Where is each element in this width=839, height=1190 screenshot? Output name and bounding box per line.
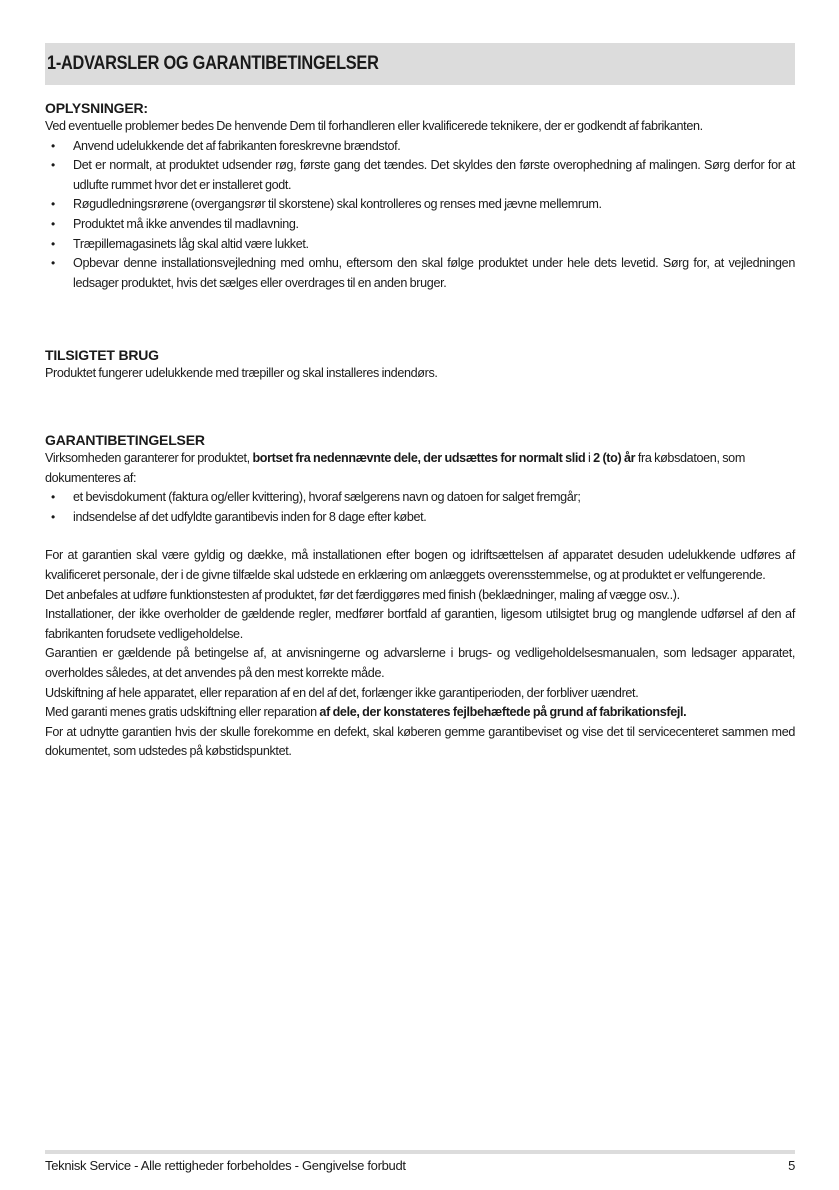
bullet-icon: • <box>51 197 55 212</box>
title-bar <box>45 43 795 85</box>
list-item: • et bevisdokument (faktura og/eller kvittering), hvoraf sælgerens navn og datoen for salget fremgår; <box>45 488 795 508</box>
bullet-icon: • <box>51 509 55 524</box>
warranty-paragraph: Udskiftning af hele apparatet, eller reparation af en del af det, forlænger ikke garantiperioden, der forbliver uændret. <box>45 685 639 700</box>
use-heading: TILSIGTET BRUG <box>45 347 159 363</box>
warranty-intro: Virksomheden garanterer for produktet, bortset fra nedennævnte dele, der udsættes for normalt slid i 2 (to) år fra købsdatoen, som dokumenteres af: <box>45 451 745 485</box>
footer-text: Teknisk Service - Alle rettigheder forbeholdes - Gengivelse forbudt <box>45 1158 406 1173</box>
list-item: • Produktet må ikke anvendes til madlavning. <box>45 215 795 235</box>
bullet-icon: • <box>51 490 55 505</box>
use-text: Produktet fungerer udelukkende med træpiller og skal installeres indendørs. <box>45 366 438 380</box>
warranty-paragraph: For at garantien skal være gyldig og dække, må installationen efter bogen og idriftsættelsen af apparatet desuden udelukkende udføres af kvalificeret personale, der i de givne tilfælde skal udstede en erklæring om anlæggets overensstemmelse, og at produktet er velfungerende. <box>45 548 795 582</box>
warranty-list <box>45 488 795 527</box>
info-intro: Ved eventuelle problemer bedes De henvende Dem til forhandleren eller kvalificerede teknikere, der er godkendt af fabrikanten. <box>45 119 703 133</box>
page <box>45 43 795 759</box>
warranty-paragraph: Med garanti menes gratis udskiftning eller reparation af dele, der konstateres fejlbehæftede på grund af fabrikationsfejl. <box>45 705 687 720</box>
info-list <box>45 137 795 294</box>
bullet-icon: • <box>51 158 55 173</box>
bullet-icon: • <box>51 138 55 153</box>
page-title: 1-ADVARSLER OG GARANTIBETINGELSER <box>47 53 379 74</box>
warranty-paragraph: Garantien er gældende på betingelse af, at anvisningerne og advarslerne i brugs- og vedligeholdelsesmanualen, som ledsager apparatet, overholdes således, at det anvendes på den mest korrekte måde. <box>45 646 795 680</box>
warranty-paragraph: Det anbefales at udføre funktionstesten af produktet, før det færdiggøres med finish (beklædninger, maling af vægge osv..). <box>45 587 680 602</box>
warranty-paragraph: For at udnytte garantien hvis der skulle forekomme en defekt, skal køberen gemme garantibeviset og vise det til servicecenteret sammen med dokumentet, som udstedes på købstidspunktet. <box>45 724 795 759</box>
list-item: • Det er normalt, at produktet udsender røg, første gang det tændes. Det skyldes den første overophedning af malingen. Sørg derfor for at udlufte rummet hvor det er installeret godt. <box>51 158 795 192</box>
list-item: • Opbevar denne installationsvejledning med omhu, eftersom den skal følge produktet under hele dets levetid. Sørg for, at vejledningen ledsager produktet, hvis det sælges eller overdrages til en anden bruger. <box>51 256 795 290</box>
bullet-icon: • <box>51 216 55 231</box>
use-section <box>45 346 795 384</box>
bullet-icon: • <box>51 236 55 251</box>
list-item: • Anvend udelukkende det af fabrikanten foreskrevne brændstof. <box>45 137 795 157</box>
footer <box>45 1150 795 1173</box>
bullet-icon: • <box>51 256 55 271</box>
list-item: • Træpillemagasinets låg skal altid være lukket. <box>45 235 795 255</box>
info-section <box>45 99 795 293</box>
list-item: • Røgudledningsrørene (overgangsrør til skorstene) skal kontrolleres og renses med jævne mellemrum. <box>45 195 795 215</box>
page-number: 5 <box>788 1158 795 1173</box>
warranty-heading: GARANTIBETINGELSER <box>45 432 205 448</box>
list-item: • indsendelse af det udfyldte garantibevis inden for 8 dage efter købet. <box>45 508 795 528</box>
warranty-section <box>45 431 795 762</box>
info-heading: OPLYSNINGER: <box>45 100 148 116</box>
warranty-paragraph: Installationer, der ikke overholder de gældende regler, medfører bortfald af garantien, ligesom utilsigtet brug og manglende udførsel af den af fabrikanten forudsete vedligeholdelse. <box>45 607 795 641</box>
